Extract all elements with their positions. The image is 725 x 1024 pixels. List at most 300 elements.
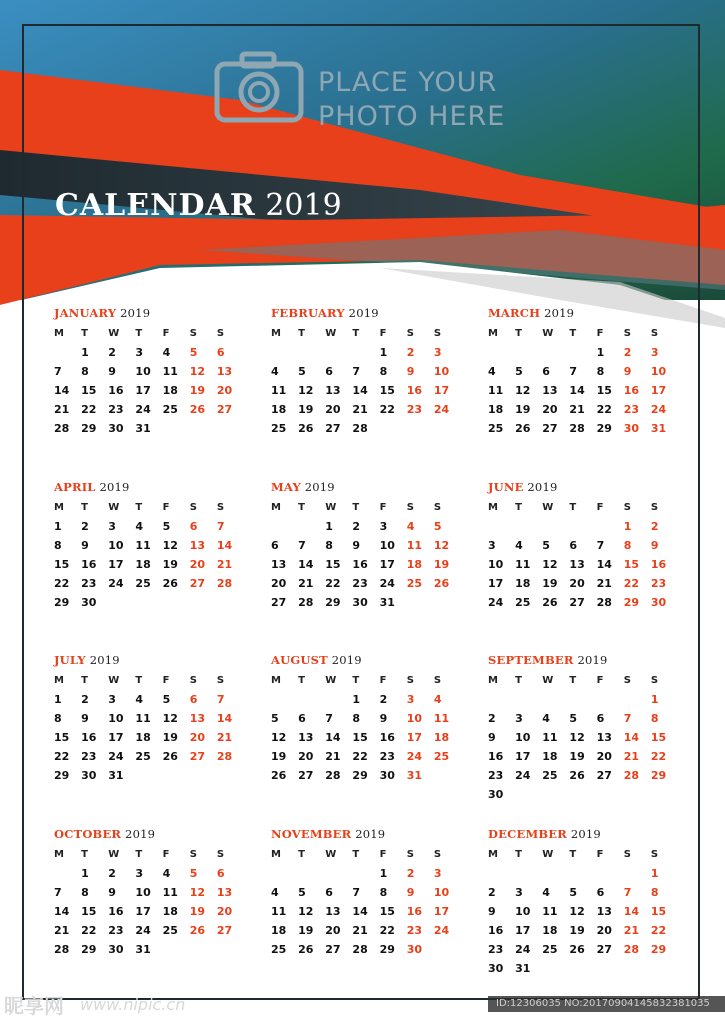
day-cell: 14 (352, 384, 368, 397)
day-cell: 16 (488, 750, 504, 763)
day-cell: 18 (162, 905, 178, 918)
day-cell: 8 (596, 365, 605, 378)
day-cell: 1 (623, 520, 632, 533)
day-cell: 7 (623, 886, 632, 899)
day-cell: 26 (515, 422, 531, 435)
month-year: 2019 (327, 653, 362, 667)
day-cell: 14 (325, 731, 341, 744)
weekday-label: T (515, 675, 522, 686)
weekday-label: T (135, 675, 143, 686)
month-year: 2019 (121, 827, 156, 841)
day-cell: 22 (325, 577, 341, 590)
month-year: 2019 (567, 827, 601, 841)
day-cell: 3 (406, 693, 415, 706)
month-year: 2019 (344, 306, 379, 320)
month-title (488, 653, 678, 671)
day-cell: 1 (54, 520, 62, 533)
day-cell: 21 (216, 731, 233, 744)
weekday-label: S (650, 328, 659, 339)
weekday-label: F (379, 502, 387, 513)
day-cell: 26 (271, 769, 287, 782)
weekday-label: T (515, 502, 522, 513)
day-cell: 4 (162, 867, 171, 880)
day-cell: 20 (189, 731, 206, 744)
day-cell: 19 (189, 384, 206, 397)
day-cell: 3 (108, 520, 116, 533)
weekday-label: W (542, 328, 554, 339)
weekday-label: S (189, 502, 197, 513)
day-cell: 2 (650, 520, 659, 533)
weekday-label: W (542, 849, 554, 860)
day-cell: 19 (271, 750, 287, 763)
day-cell: 2 (488, 712, 496, 725)
week-row (54, 690, 244, 709)
day-cell: 17 (406, 731, 423, 744)
day-cell: 21 (352, 924, 368, 937)
day-cell: 2 (108, 346, 116, 359)
day-cell: 20 (542, 403, 558, 416)
week-row (271, 400, 461, 419)
day-cell: 27 (189, 577, 206, 590)
month-title (271, 653, 461, 671)
day-cell: 14 (596, 558, 612, 571)
day-cell: 5 (515, 365, 523, 378)
day-cell: 20 (216, 905, 233, 918)
day-cell: 5 (162, 520, 171, 533)
day-cell: 10 (650, 365, 667, 378)
day-cell: 5 (542, 539, 550, 552)
day-cell: 15 (81, 384, 97, 397)
month-june (488, 480, 678, 612)
day-cell: 6 (596, 886, 605, 899)
day-cell: 28 (325, 769, 341, 782)
day-cell: 8 (54, 539, 62, 552)
weekday-label: T (298, 328, 305, 339)
day-cell: 13 (325, 384, 341, 397)
day-cell: 9 (406, 886, 415, 899)
day-cell: 6 (189, 693, 198, 706)
weekday-label: S (216, 675, 225, 686)
week-row (271, 864, 461, 883)
day-cell: 23 (81, 577, 97, 590)
day-cell: 31 (650, 422, 667, 435)
day-cell: 21 (54, 924, 70, 937)
day-cell: 11 (542, 905, 558, 918)
day-cell: 21 (216, 558, 233, 571)
day-cell: 28 (623, 943, 640, 956)
weekday-label: S (216, 502, 225, 513)
day-cell: 28 (216, 577, 233, 590)
day-cell: 31 (406, 769, 423, 782)
day-cell: 1 (650, 693, 659, 706)
day-cell: 22 (650, 924, 667, 937)
day-cell: 28 (216, 750, 233, 763)
month-december (488, 827, 678, 978)
day-cell: 23 (352, 577, 368, 590)
day-cell: 26 (162, 577, 178, 590)
day-cell: 21 (325, 750, 341, 763)
week-row (271, 536, 461, 555)
day-cell: 18 (271, 403, 287, 416)
week-row (488, 536, 678, 555)
day-cell: 8 (623, 539, 632, 552)
day-cell: 6 (325, 886, 333, 899)
day-cell: 4 (542, 712, 550, 725)
day-cell: 17 (433, 384, 450, 397)
day-cell: 27 (298, 769, 314, 782)
day-cell: 15 (650, 905, 667, 918)
day-cell: 27 (216, 924, 233, 937)
day-cell: 19 (298, 924, 314, 937)
day-cell: 11 (271, 905, 287, 918)
day-cell: 20 (325, 403, 341, 416)
weekday-label: S (433, 849, 442, 860)
watermark-site: www.nipic.cn (80, 995, 186, 1014)
day-cell: 9 (650, 539, 659, 552)
week-row (54, 400, 244, 419)
month-title (54, 653, 244, 671)
day-cell: 13 (596, 905, 612, 918)
day-cell: 22 (596, 403, 612, 416)
week-row (271, 362, 461, 381)
day-cell: 28 (569, 422, 585, 435)
day-cell: 19 (189, 905, 206, 918)
day-cell: 3 (108, 693, 116, 706)
day-cell: 26 (162, 750, 178, 763)
week-row (54, 747, 244, 766)
week-row (488, 362, 678, 381)
day-cell: 22 (54, 577, 70, 590)
day-cell: 10 (515, 905, 531, 918)
day-cell: 8 (325, 539, 333, 552)
day-cell: 19 (515, 403, 531, 416)
day-cell: 16 (108, 905, 124, 918)
week-row (54, 555, 244, 574)
day-cell: 30 (352, 596, 368, 609)
week-row (488, 709, 678, 728)
day-cell: 9 (81, 539, 89, 552)
month-title (271, 827, 461, 845)
header-banner (0, 0, 725, 330)
month-september (488, 653, 678, 804)
day-cell: 25 (433, 750, 450, 763)
day-cell: 7 (623, 712, 632, 725)
day-cell: 24 (650, 403, 667, 416)
week-row (488, 766, 678, 785)
day-cell: 9 (379, 712, 388, 725)
day-cell: 11 (542, 731, 558, 744)
day-cell: 11 (433, 712, 450, 725)
weekday-label: T (135, 849, 143, 860)
day-cell: 30 (650, 596, 667, 609)
day-cell: 2 (81, 693, 89, 706)
day-cell: 3 (515, 886, 523, 899)
week-row (54, 766, 244, 785)
month-name: JANUARY (54, 306, 117, 320)
weekday-label: T (569, 328, 577, 339)
day-cell: 10 (135, 886, 151, 899)
week-row (54, 709, 244, 728)
day-cell: 25 (542, 943, 558, 956)
weekday-label: F (596, 328, 604, 339)
week-row (271, 709, 461, 728)
month-title (271, 480, 461, 498)
day-cell: 31 (108, 769, 124, 782)
day-cell: 25 (135, 750, 151, 763)
day-cell: 6 (596, 712, 605, 725)
day-cell: 11 (406, 539, 423, 552)
day-cell: 6 (216, 867, 225, 880)
day-cell: 15 (352, 731, 368, 744)
day-cell: 20 (298, 750, 314, 763)
day-cell: 7 (596, 539, 605, 552)
week-row (488, 747, 678, 766)
abstract-background (0, 0, 725, 330)
week-row (271, 574, 461, 593)
day-cell: 23 (623, 403, 640, 416)
day-cell: 9 (108, 365, 116, 378)
weekday-label: S (406, 849, 414, 860)
day-cell: 14 (352, 905, 368, 918)
day-cell: 27 (596, 769, 612, 782)
weekday-label: F (162, 328, 170, 339)
day-cell: 28 (298, 596, 314, 609)
day-cell: 17 (135, 905, 151, 918)
day-cell: 24 (515, 943, 531, 956)
weekday-label: W (108, 675, 120, 686)
weekday-label: W (325, 849, 337, 860)
month-title (488, 827, 678, 845)
day-cell: 22 (623, 577, 640, 590)
day-cell: 17 (108, 731, 124, 744)
day-cell: 30 (108, 943, 124, 956)
month-march (488, 306, 678, 438)
weekday-label: T (515, 328, 522, 339)
day-cell: 20 (216, 384, 233, 397)
weekday-label: W (108, 502, 120, 513)
day-cell: 6 (216, 346, 225, 359)
day-cell: 12 (569, 905, 585, 918)
day-cell: 29 (650, 769, 667, 782)
day-cell: 10 (433, 365, 450, 378)
week-row (271, 419, 461, 438)
day-cell: 25 (162, 924, 178, 937)
month-title (54, 306, 244, 324)
day-cell: 28 (352, 943, 368, 956)
day-cell: 16 (81, 731, 97, 744)
day-cell: 16 (488, 924, 504, 937)
week-row (488, 690, 678, 709)
day-cell: 3 (433, 346, 442, 359)
day-cell: 19 (433, 558, 450, 571)
day-cell: 1 (379, 867, 388, 880)
weekday-label: T (298, 675, 305, 686)
weekday-header-row (271, 498, 461, 517)
week-row (54, 574, 244, 593)
month-year: 2019 (573, 653, 608, 667)
day-cell: 5 (569, 712, 578, 725)
day-cell: 21 (596, 577, 612, 590)
photo-placeholder-line1: PLACE YOUR (318, 67, 498, 98)
weekday-label: S (433, 675, 442, 686)
weekday-label: T (515, 849, 522, 860)
day-cell: 19 (162, 731, 178, 744)
weekday-label: S (216, 328, 225, 339)
weekday-label: S (216, 849, 225, 860)
day-cell: 24 (135, 924, 151, 937)
day-cell: 4 (135, 520, 144, 533)
week-row (488, 864, 678, 883)
month-august (271, 653, 461, 785)
weekday-header-row (54, 671, 244, 690)
day-cell: 29 (650, 943, 667, 956)
week-row (488, 785, 678, 804)
day-cell: 20 (569, 577, 585, 590)
day-cell: 8 (352, 712, 361, 725)
week-row (488, 400, 678, 419)
day-cell: 30 (406, 943, 423, 956)
day-cell: 9 (108, 886, 116, 899)
week-row (488, 728, 678, 747)
day-cell: 29 (325, 596, 341, 609)
month-name: JUNE (488, 480, 524, 494)
day-cell: 15 (596, 384, 612, 397)
week-row (271, 883, 461, 902)
month-title (488, 480, 678, 498)
week-row (488, 883, 678, 902)
day-cell: 4 (542, 886, 550, 899)
day-cell: 13 (596, 731, 612, 744)
month-year: 2019 (540, 306, 575, 320)
weekday-label: W (325, 502, 337, 513)
day-cell: 20 (325, 924, 341, 937)
day-cell: 23 (108, 924, 124, 937)
day-cell: 30 (108, 422, 124, 435)
day-cell: 27 (325, 943, 341, 956)
day-cell: 18 (162, 384, 178, 397)
day-cell: 18 (433, 731, 450, 744)
day-cell: 5 (189, 867, 198, 880)
day-cell: 10 (108, 712, 124, 725)
day-cell: 12 (298, 905, 314, 918)
weekday-label: W (325, 328, 337, 339)
day-cell: 29 (379, 943, 395, 956)
month-february (271, 306, 461, 438)
week-row (488, 593, 678, 612)
day-cell: 2 (352, 520, 361, 533)
week-row (54, 419, 244, 438)
day-cell: 22 (650, 750, 667, 763)
week-row (54, 593, 244, 612)
week-row (271, 343, 461, 362)
day-cell: 27 (569, 596, 585, 609)
day-cell: 25 (271, 422, 287, 435)
week-row (54, 921, 244, 940)
day-cell: 3 (135, 346, 144, 359)
day-cell: 18 (406, 558, 423, 571)
day-cell: 2 (406, 867, 415, 880)
weekday-label: F (162, 675, 170, 686)
photo-placeholder-line2: PHOTO HERE (318, 101, 506, 132)
weekday-label: F (379, 328, 387, 339)
week-row (54, 864, 244, 883)
day-cell: 17 (433, 905, 450, 918)
weekday-label: S (650, 502, 659, 513)
day-cell: 10 (108, 539, 124, 552)
day-cell: 21 (569, 403, 585, 416)
day-cell: 20 (596, 924, 612, 937)
week-row (271, 381, 461, 400)
month-may (271, 480, 461, 612)
day-cell: 26 (189, 403, 206, 416)
day-cell: 10 (406, 712, 423, 725)
day-cell: 19 (569, 924, 585, 937)
day-cell: 26 (542, 596, 558, 609)
day-cell: 5 (189, 346, 198, 359)
day-cell: 7 (54, 365, 62, 378)
weekday-label: S (650, 675, 659, 686)
day-cell: 6 (325, 365, 333, 378)
month-october (54, 827, 244, 959)
weekday-label: T (81, 849, 88, 860)
day-cell: 21 (623, 750, 640, 763)
week-row (488, 940, 678, 959)
weekday-label: T (298, 849, 305, 860)
day-cell: 13 (216, 365, 233, 378)
day-cell: 5 (569, 886, 578, 899)
day-cell: 28 (54, 943, 70, 956)
day-cell: 8 (650, 712, 659, 725)
week-row (488, 959, 678, 978)
day-cell: 13 (569, 558, 585, 571)
day-cell: 14 (623, 905, 640, 918)
weekday-label: T (352, 849, 360, 860)
weekday-label: T (298, 502, 305, 513)
day-cell: 9 (488, 905, 496, 918)
month-year: 2019 (85, 653, 120, 667)
day-cell: 7 (325, 712, 333, 725)
day-cell: 5 (433, 520, 442, 533)
calendar-title-word: CALENDAR (55, 188, 256, 223)
day-cell: 28 (623, 769, 640, 782)
day-cell: 18 (515, 577, 531, 590)
day-cell: 18 (542, 750, 558, 763)
day-cell: 9 (352, 539, 361, 552)
weekday-label: M (271, 849, 281, 860)
day-cell: 15 (379, 384, 395, 397)
month-title (54, 480, 244, 498)
day-cell: 10 (135, 365, 151, 378)
day-cell: 1 (596, 346, 605, 359)
weekday-label: S (189, 328, 197, 339)
day-cell: 14 (298, 558, 314, 571)
day-cell: 11 (515, 558, 531, 571)
week-row (271, 517, 461, 536)
day-cell: 17 (379, 558, 395, 571)
weekday-label: F (379, 849, 387, 860)
day-cell: 11 (135, 712, 151, 725)
day-cell: 15 (325, 558, 341, 571)
day-cell: 6 (569, 539, 578, 552)
weekday-label: S (189, 849, 197, 860)
day-cell: 15 (54, 731, 70, 744)
month-name: NOVEMBER (271, 827, 352, 841)
day-cell: 24 (108, 750, 124, 763)
day-cell: 8 (81, 365, 89, 378)
month-name: MARCH (488, 306, 541, 320)
weekday-label: T (352, 502, 360, 513)
weekday-label: T (81, 502, 88, 513)
